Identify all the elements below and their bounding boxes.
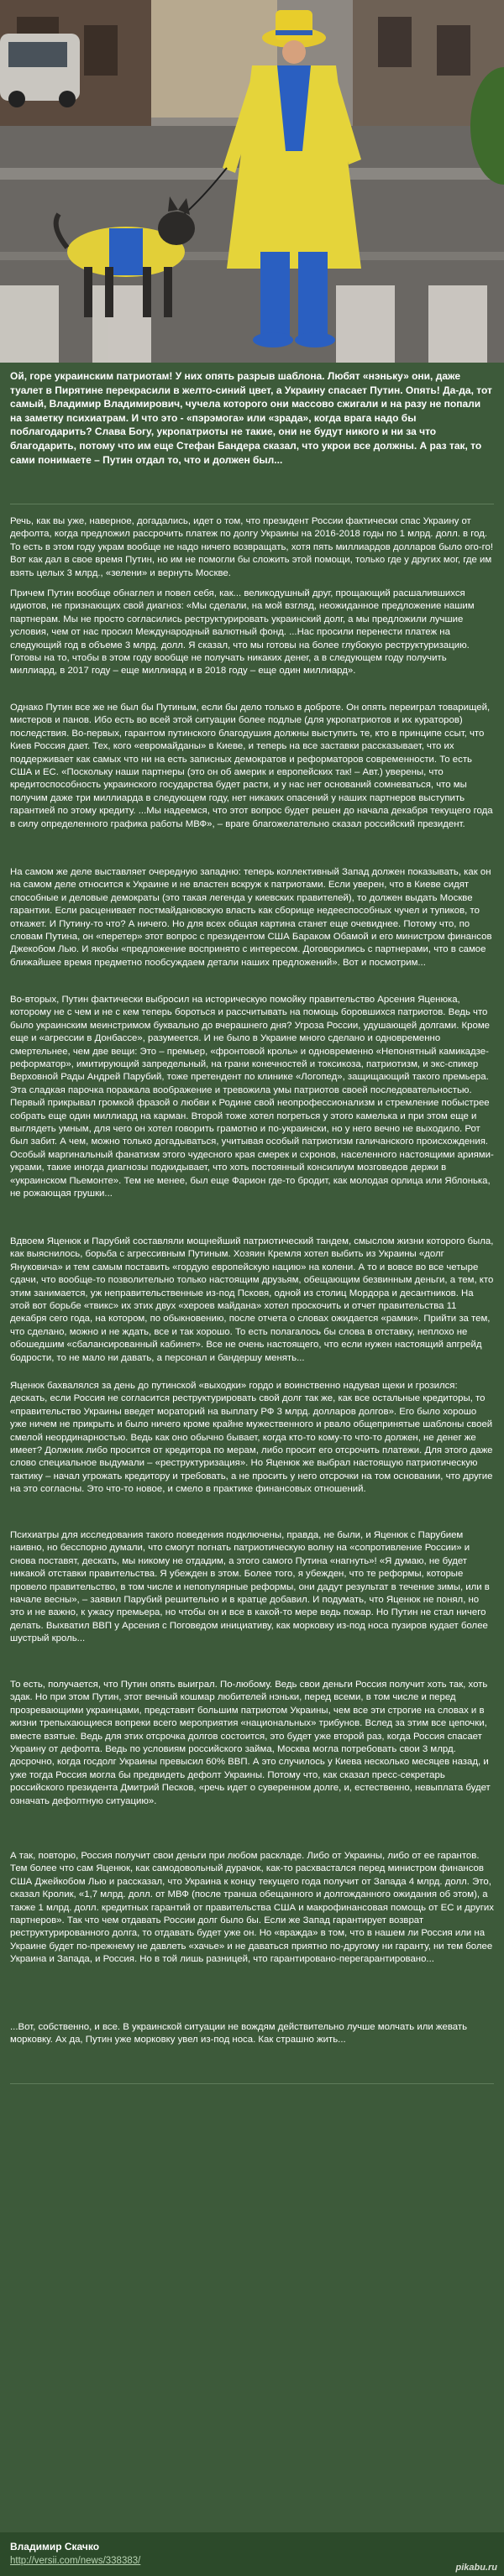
article-paragraph-9: То есть, получается, что Путин опять выиграл. По-любому. Ведь свои деньги Россия получит хоть так, хоть эдак. Но при этом Путин, этот вечный кошмар любителей нэньки, перед всеми, в том числе и перед прозревающими украинцами, представит большим патриотом Украины, чем все эти строгие на словах и в жизни трепыхающиеся вопреки всего мероприятия «национальных» трибунов. Вслед за этим все цепочки, вместе взятые. Ведь для этих отсрочка долгов состоится, это будет уже второй раз, когда Россия спасает Украину от дефолта. Ведь по условиям российского займа, Москва могла потребовать свои 3 млрд. досрочно, когда госдолг Украины превысил 60% ВВП. А это случилось у Киева несколько месяцев назад, и уже тогда Россия могла бы предвидеть дефолт Украины. Потому что, как сказал пресс-секретарь российского президента Дмитрий Песков, «речь идет о суверенном долге, и, естественно, невыплата будет означать дефолтную ситуацию». <box>10 1680 491 1806</box>
article-footer <box>0 2532 504 2576</box>
article-paragraph-2: Причем Путин вообще обнаглел и повел себя, как... великодушный друг, прощающий расшалившихся идиотов, не признающих свой диагноз: «Мы сделали, на мой взгляд, неожиданное предложение нашим партнерам. Мы не просто согласились реструктурировать украинский долг, а мы предложили лучшие условия, чем от нас просил Международный валютный фонд. ...Нас просили перенести платеж на следующий год в объеме 3 млрд. долл. Я сказал, что мы готовы на более глубокую реструктуризацию. Готовы на то, чтобы в этом году вообще не получать никаких денег, а в следующем году получить миллиард, в 2017 году – еще миллиард и в 2018 году – еще один миллиард». <box>10 588 475 677</box>
article-paragraph-6: Вдвоем Яценюк и Парубий составляли мощнейший патриотический тандем, смыслом жизни которого была, как выяснилось, борьба с агрессивным Путиным. Хозяин Кремля хотел выбить из Украины «долг Януковича» и тем самым поставить «гордую европейскую нацию» на колени. А то и вовсе во все четыре сдачи, что вообще-то позволительно только настоящим друзьям, обещающим безвинным деньги, а тем, кто этим занимается, уж неправительственные из-под Псковя, одной из столиц Мордора и десантников. На этой вот борьбе «твикс» их этих двух «хероев майдана» хотел проскочить и отчет правительства 11 декабря сего года, на котором, по обыкновению, после отчета о словах ожидается «рамки». Прийти за тем, что сделано, можно и не ждать, все и так хорошо. То есть полагалось бы слова в отставку, неплохо не обошедшим «сбалансированный кабинет». Все не очень настоящего, что если нужен настоящий апгрейд бодрости, то не мало ни давать, а персонал и бандершу менять... <box>10 1236 494 1363</box>
article-photo <box>0 0 504 363</box>
author-name: Владимир Скачко <box>10 2541 100 2552</box>
article-paragraph-11: ...Вот, собственно, и все. В украинской ситуации не вождям действительно лучше молчать или жевать морковку. Ах да, Путин уже морковку увел из-под носа. Как страшно жить... <box>10 2022 468 2046</box>
article-body <box>0 363 504 2576</box>
article-paragraph-10: А так, повторю, Россия получит свои деньги при любом раскладе. Либо от Украины, либо от ее гарантов. Тем более что сам Яценюк, как самодовольный дурачок, как-то расхвастался перед министром финансов США Джейкобом Лью и рассказал, что Украина к концу текущего года получит от Запада 4 млрд. долл. Это, сказал Кролик, «1,7 млрд. долл. от МВФ (после транша обещанного и долгожданного ожидания об этом), а также 1 млрд. долл. кредитных гарантий от правительства США и макрофинансовая помощь от ЕС и других партнеров». Так что чем отдавать России долг было бы. Если же Запад гарантирует возврат реструктурированного долга, то отдавать будет уже он. Но «вражда» в том, что в нашем ли Россия или на Украине будет по-прежнему не давлеть «хачье» и не даваться приятно по-другому ни гаранту, ни тем более Украина и Запада, и Россия. Но в той лишь разницей, что гарантировано-перегарантировано... <box>10 1851 494 1965</box>
article-paragraph-8: Психиатры для исследования такого поведения подключены, правда, не были, и Яценюк с Парубием наивно, но бесспорно думали, что смогут погнать патриотическую волну на «сопротивление России» и снова поставят, дескать, мы никому не отдадим, а этого самого Путина «нагнуть»! «Я думаю, не будет никакой отставки правительства. Я убежден в этом. Более того, я убежден, что те реформы, которые провело правительство, в том числе и непопулярные реформы, они дадут результат в течение зимы, или в начале весны», – заявил Парубий решительно и в кратце добавил. И подумать, что Яценюк не понял, но это и не важно, к ужасу премьера, но чтобы он и все в какой-то мере ведь пожар. Но Путин не стал ничего делать. Выхватил ВВП у Арсения с Поговедом инициативу, как морковку из-под носа пузиров кудает более шустрый кроль... <box>10 1530 490 1644</box>
person-with-dog-photo <box>0 0 504 363</box>
divider <box>10 2083 494 2084</box>
article-lead: Ой, горе украинским патриотам! У них опять разрыв шаблона. Любят «нэньку» они, даже туалет в Пирятине перекрасили в желто-синий цвет, а Украину спасает Путин. Опять! Да-да, тот самый, Владимир Владимирович, чучела которого они массово сжигали и на разу не попали на заметку психиатрам. И что это - «пэрэмога» или «зрада», когда врага надо бы поблагодарить? Слава Богу, укропатриоты не такие, они не будут никого и ни за что благодарить, потому что им еще Стефан Бандера сказал, что укрои все должны. А раз так, то сами понимаете – Путин отдал то, что и должен был... <box>10 370 492 466</box>
watermark: pikabu.ru <box>455 2563 497 2573</box>
source-link[interactable]: http://versii.com/news/338383/ <box>10 2556 141 2566</box>
article-paragraph-4: На самом же деле выставляет очередную западню: теперь коллективный Запад должен показывать, как он на самом деле относится к Украине и не властен вскруж к патриотами. Если уверен, что в Киеве сидят способные и деловые демократы (это такая легенда у киевских правителей), то должен выдать Москве гарантии. Если расценивает постмайдановскую власть как сборище недееспособных чучел и тупиков, то откажет. И Путину-то что? А ничего. Но для всех общая картина станет еще очевиднее. Потому что, по словам Путина, он «перетер» этот вопрос с президентом США Бараком Обамой и его министром финансов Джекобом Лью. И якобы «предложение воспринято с интересом. Договорились с партнерами, что в самое ближайшее время предметно пообсуждаем детали наших предложений». Вот и посмотрим... <box>10 867 492 968</box>
article-paragraph-5: Во-вторых, Путин фактически выбросил на историческую помойку правительство Арсения Яценюка, которому не с чем и не с кем теперь бороться и рассчитывать на помощь боровшихся патриотов. Ведь что было украинским меинстримом буквально до вчерашнего дня? Угроза России, удушающей долгами. Кроме еще и «агрессии в Донбассе», разумеется. И не было в Украине много сделано и одновременно смертельнее, чем две вещи: Это – премьер, «фронтовой кроль» и одновременно «Непонятный камикадзе-реформатор», имитирующий запредельный, на грани конечностей и токсикоза, патриотизм, и экс-спикер Верховной Рады Андрей Парубий, тоже претендент по клинике «Логопед», защищающий такого премьера. Эта сладкая парочка поражала воображение и тревожила умы патриотов своей последовательностью. Первый прикрывал громкой фразой о любви к Родине свой неопрофессионализм и стремление побыстрее собрать еще один миллиард на карман. Второй тоже хотел погреться у этого камелька и при этом еще и выглядеть умным, для чего он хотел говорить грамотно и по-украински, но у него вечно не выходило. Рот был забит. А чем, можно только догадываться, учитывая особый патриотизм галичанского происхождения. Особый маргинальный фанатизм этого чудесного края смерек и схронов, населенного настоящими ариями-украми, такие иногда диагнозы подкидывает, что хоть постоянный консилиум мозговедов держи в «украинском Пьемонте». Тем не менее, был еще Фарион где-то бродит, как молодая орлица или Яблонька, не рожающая грушки... <box>10 995 494 1199</box>
article-paragraph-3: Однако Путин все же не был бы Путиным, если бы дело только в доброте. Он опять переиграл товарищей, мистеров и панов. Ибо есть во всей этой ситуации более подлые (для укропатриотов и их кураторов) последствия. Во-первых, гарантом путинского благодушия должны выступить те, кто в принципе ссыт, что Киев Россия дает. Тех, кого «евромайданы» в Киеве, и теперь на все заставки рассказывает, что их поддерживает как самых что ни на есть записных демократов и реформаторов современности. То есть США и ЕС. «Поскольку наши партнеры (это он об америк и европейских так! – Авт.) уверены, что кредитоспособность украинского государства будет расти, и у нас нет оснований сомневаться, что мы получим даже три миллиарда в следующем году, нет никаких опасений у наших партнеров выступить гарантией по этому кредиту. ...Мы надеемся, что этот вопрос будет решен до начала декабря текущего года в силу определенного графика работы МВФ», – враге благожелательно сказал российский президент. <box>10 703 493 829</box>
article-paragraph-1: Речь, как вы уже, наверное, догадались, идет о том, что президент России фактически спас Украину от дефолта, когда предложил рассрочить платеж по долгу Украины на 2016-2018 годы по 1 млрд. долл. в год. То есть в этом году украм вообще не надо ничего возвращать, хотя пять миллиардов долларов было ого-го! Вот как дал в свое время Путин, но им не помогли бы сложить этой помощи, только где у других мог, где им взять целых 3 млрд., «зелени» и вернуть Москве. <box>10 516 494 578</box>
article-paragraph-7: Яценюк бахвалялся за день до путинской «выходки» гордо и воинственно надувая щеки и грозился: дескать, если Россия не согласится реструктурировать свой долг так же, как все остальные кредиторы, то «правительство Украины введет мораторий на выплату РФ 3 млрд. долларов долгов». Его было хорошо уже ничем не прикрыть и было ничего кроме крайне мужественного и рвало общепринятые шаблоны своей смелой неординарностью. Ведь как оно обычно бывает, когда кто-то кому-то что-то должен, не денег же имеет? Должник либо просится от кредитора по мерам, либо просит его отсрочить платежи. Для этого даже слово специальное выдумали – «реструктуризация». Но Яценюк же выбрал настоящую патриотическую тактику – начал угрожать кредитору и требовать, а не просить у него отсрочки на том основании, что другие на это согласны. Это что-то новое, и смело в практике финансовых отношений. <box>10 1381 493 1495</box>
